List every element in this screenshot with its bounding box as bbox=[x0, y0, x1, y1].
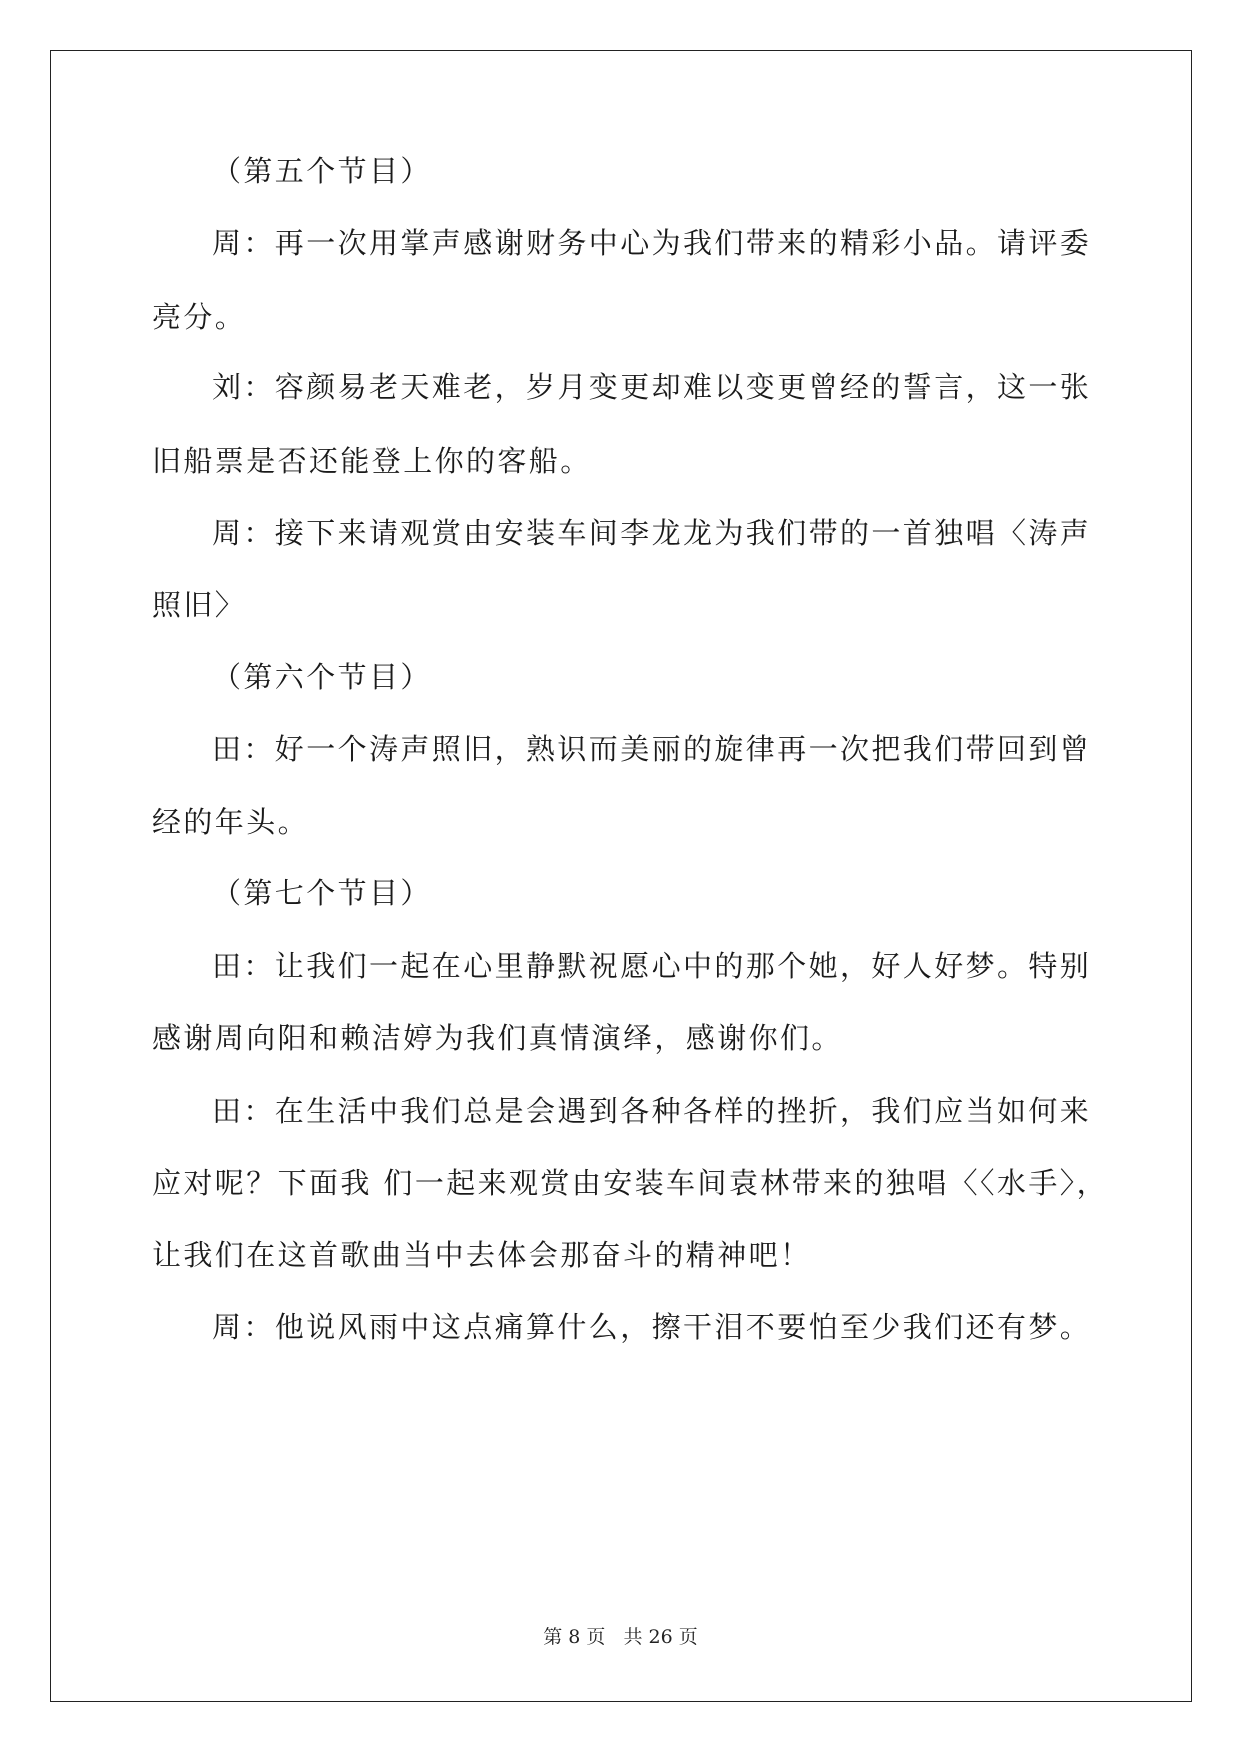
paragraph-line: 田：好一个涛声照旧，熟识而美丽的旋律再一次把我们带回到曾 bbox=[212, 732, 1092, 766]
paragraph-line: 田：在生活中我们总是会遇到各种各样的挫折，我们应当如何来 bbox=[212, 1094, 1092, 1128]
paragraph-program-6: （第六个节目） bbox=[212, 660, 432, 694]
paragraph-line: 照旧〉 bbox=[152, 588, 247, 622]
paragraph-line: 经的年头。 bbox=[152, 805, 310, 839]
paragraph-line: 刘：容颜易老天难老，岁月变更却难以变更曾经的誓言，这一张 bbox=[212, 370, 1092, 404]
paragraph-line: 感谢周向阳和赖洁婷为我们真情演绎，感谢你们。 bbox=[152, 1021, 843, 1055]
paragraph-line: 亮分。 bbox=[152, 300, 247, 334]
paragraph-line: 让我们在这首歌曲当中去体会那奋斗的精神吧！ bbox=[152, 1238, 812, 1272]
page-footer bbox=[0, 1622, 1241, 1649]
paragraph-line: 旧船票是否还能登上你的客船。 bbox=[152, 444, 592, 478]
paragraph-program-5: （第五个节目） bbox=[212, 154, 432, 188]
page-total: 共 26 页 bbox=[623, 1626, 698, 1648]
paragraph-program-7: （第七个节目） bbox=[212, 876, 432, 910]
paragraph-line: 应对呢？下面我 们一起来观赏由安装车间袁林带来的独唱〈〈水手〉， bbox=[152, 1166, 1109, 1200]
paragraph-line: 周：再一次用掌声感谢财务中心为我们带来的精彩小品。请评委 bbox=[212, 226, 1092, 260]
paragraph-line: 周：接下来请观赏由安装车间李龙龙为我们带的一首独唱〈涛声 bbox=[212, 516, 1092, 550]
paragraph-line: 田：让我们一起在心里静默祝愿心中的那个她，好人好梦。特别 bbox=[212, 949, 1092, 983]
paragraph-line: 周：他说风雨中这点痛算什么，擦干泪不要怕至少我们还有梦。 bbox=[212, 1310, 1092, 1344]
page-number: 第 8 页 bbox=[543, 1626, 606, 1648]
